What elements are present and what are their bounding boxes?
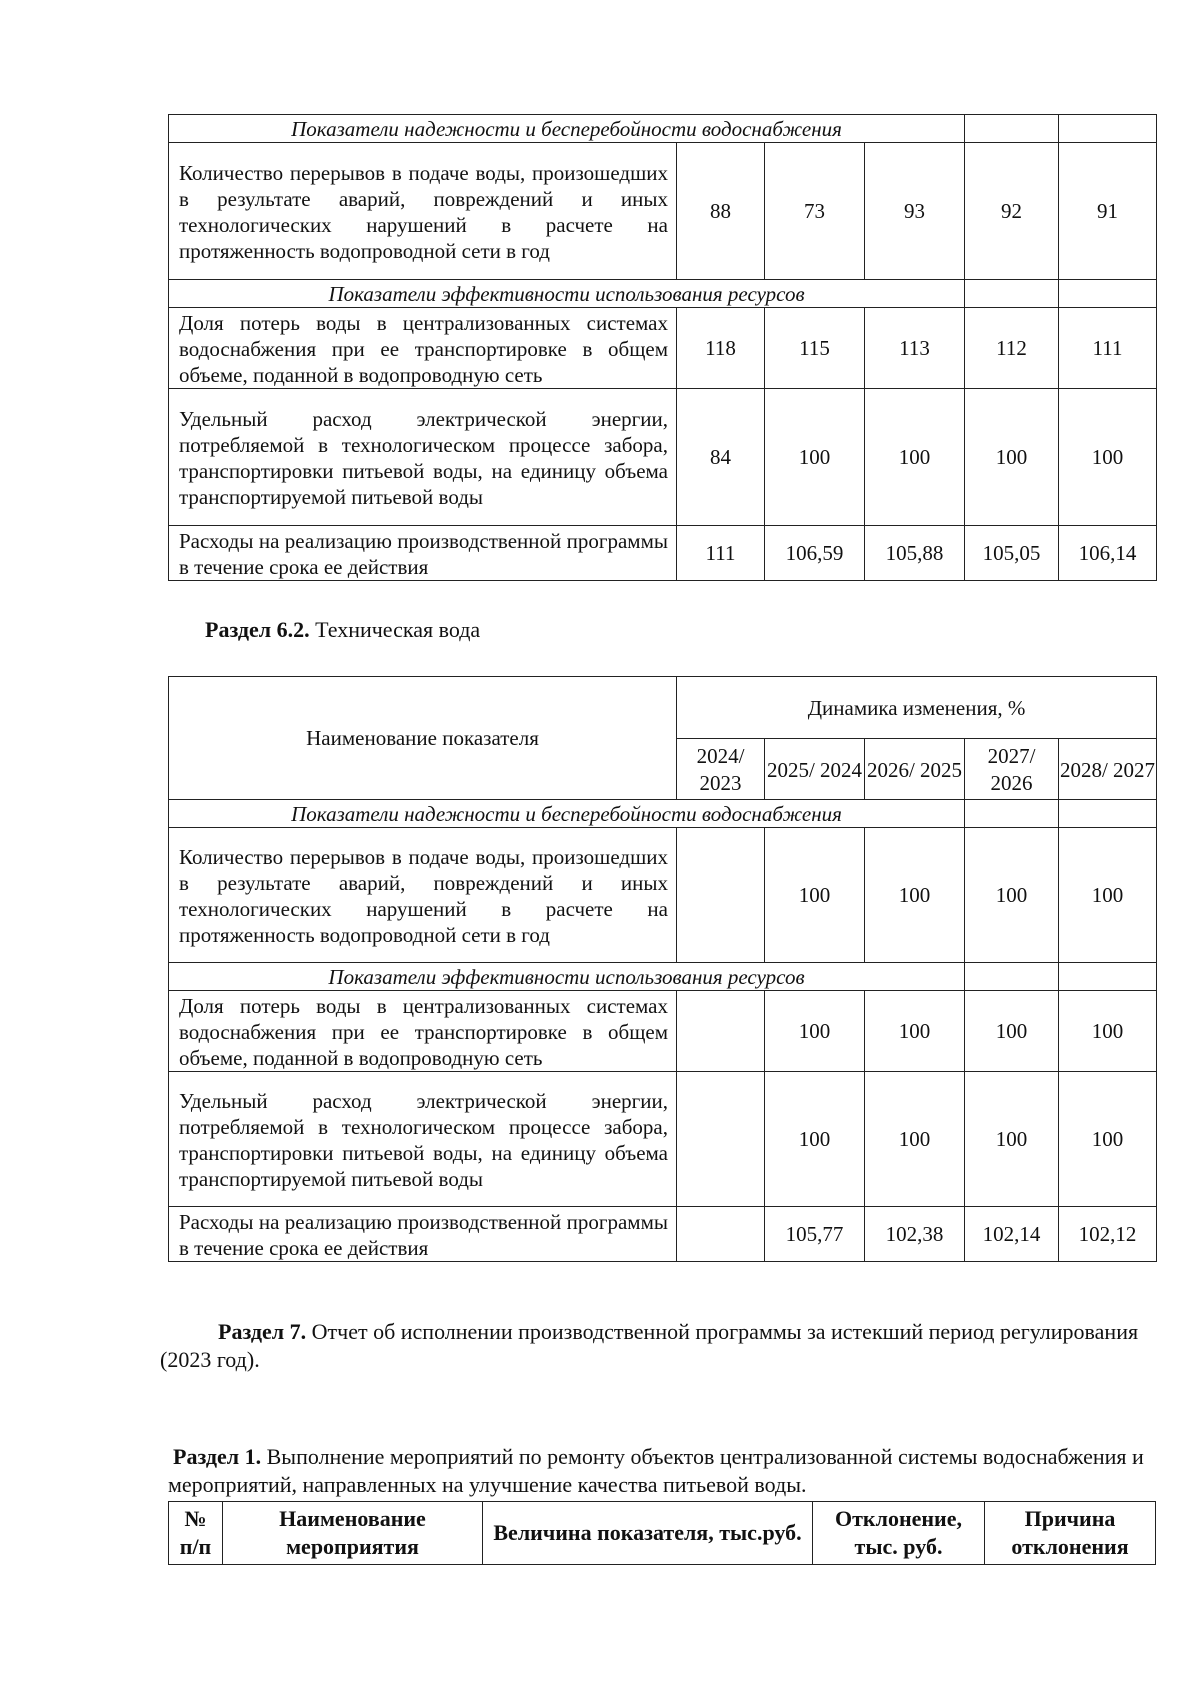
indicator-name: Расходы на реализацию производственной программы в течение срока ее действия [169,1207,677,1262]
value-cell [677,991,765,1072]
section-row [169,963,1157,991]
value-cell: 105,88 [865,526,965,581]
value-cell: 100 [765,1072,865,1207]
value-cell: 100 [965,991,1059,1072]
year-header: 2024/ 2023 [677,739,765,800]
year-header: 2026/ 2025 [865,739,965,800]
section-7-title: Отчет об исполнении производственной программы за истекший период регулирования (2023 год). [160,1319,1139,1372]
column-header-value: Величина показателя, тыс.руб. [483,1502,813,1565]
value-cell: 115 [765,308,865,389]
value-cell: 100 [765,828,865,963]
section-row [169,280,1157,308]
value-cell: 100 [865,1072,965,1207]
empty-cell [1059,115,1157,143]
column-header-number: № п/п [169,1502,223,1565]
value-cell: 100 [865,389,965,526]
value-cell [677,828,765,963]
value-cell: 105,05 [965,526,1059,581]
indicator-name: Количество перерывов в подаче воды, произошедших в результате аварий, повреждений и иных технологических нарушений в расчете на протяженность водопроводной сети в год [169,828,677,963]
table-row [169,1072,1157,1207]
table-technical-water [168,676,1157,1262]
value-cell: 100 [1059,991,1157,1072]
value-cell: 73 [765,143,865,280]
value-cell: 84 [677,389,765,526]
value-cell: 100 [965,1072,1059,1207]
indicator-name: Расходы на реализацию производственной программы в течение срока ее действия [169,526,677,581]
value-cell [677,1207,765,1262]
indicator-name: Доля потерь воды в централизованных системах водоснабжения при ее транспортировке в общем объеме, поданной в водопроводную сеть [169,991,677,1072]
value-cell: 100 [865,991,965,1072]
table-row [169,526,1157,581]
value-cell: 100 [1059,828,1157,963]
value-cell: 111 [1059,308,1157,389]
empty-cell [965,963,1059,991]
value-cell: 113 [865,308,965,389]
section-row [169,800,1157,828]
value-cell [677,1072,765,1207]
empty-cell [1059,800,1157,828]
section-1-heading [168,1443,1168,1499]
section-6-2-heading [205,616,480,644]
value-cell: 105,77 [765,1207,865,1262]
table-row [169,143,1157,280]
section-row [169,115,1157,143]
table-row [169,308,1157,389]
empty-cell [965,115,1059,143]
value-cell: 100 [965,828,1059,963]
table-row [169,991,1157,1072]
value-cell: 111 [677,526,765,581]
empty-cell [965,280,1059,308]
section-6-2-number: Раздел 6.2. [205,617,310,642]
column-header-event-name: Наименование мероприятия [223,1502,483,1565]
section-7-heading [160,1318,1160,1374]
column-header-dynamics: Динамика изменения, % [677,677,1157,739]
value-cell: 102,14 [965,1207,1059,1262]
section-6-2-title: Техническая вода [309,617,481,642]
section-1-number: Раздел 1. [173,1444,262,1469]
value-cell: 118 [677,308,765,389]
section-label: Показатели эффективности использования ресурсов [169,280,965,308]
indicator-name: Доля потерь воды в централизованных системах водоснабжения при ее транспортировке в общем объеме, поданной в водопроводную сеть [169,308,677,389]
value-cell: 100 [765,389,865,526]
indicator-name: Удельный расход электрической энергии, потребляемой в технологическом процессе забора, транспортировки питьевой воды, на единицу объема транспортируемой питьевой воды [169,1072,677,1207]
value-cell: 112 [965,308,1059,389]
empty-cell [965,800,1059,828]
value-cell: 91 [1059,143,1157,280]
value-cell: 106,59 [765,526,865,581]
empty-cell [1059,280,1157,308]
value-cell: 93 [865,143,965,280]
table-row [169,828,1157,963]
indicator-name: Удельный расход электрической энергии, потребляемой в технологическом процессе забора, транспортировки питьевой воды, на единицу объема транспортируемой питьевой воды [169,389,677,526]
value-cell: 100 [965,389,1059,526]
year-header: 2027/ 2026 [965,739,1059,800]
table-events [168,1501,1156,1565]
value-cell: 102,38 [865,1207,965,1262]
value-cell: 100 [865,828,965,963]
year-header: 2028/ 2027 [1059,739,1157,800]
section-1-title: Выполнение мероприятий по ремонту объектов централизованной системы водоснабжения и мероприятий, направленных на улучшение качества питьевой воды. [168,1444,1144,1497]
table-drinking-water-indicators [168,114,1157,581]
year-header: 2025/ 2024 [765,739,865,800]
section-label: Показатели надежности и бесперебойности водоснабжения [169,800,965,828]
value-cell: 100 [1059,389,1157,526]
indicator-name: Количество перерывов в подаче воды, произошедших в результате аварий, повреждений и иных технологических нарушений в расчете на протяженность водопроводной сети в год [169,143,677,280]
section-label: Показатели надежности и бесперебойности водоснабжения [169,115,965,143]
value-cell: 100 [1059,1072,1157,1207]
column-header-deviation: Отклонение, тыс. руб. [813,1502,985,1565]
value-cell: 100 [765,991,865,1072]
value-cell: 92 [965,143,1059,280]
table-row [169,1207,1157,1262]
header-row [169,677,1157,739]
value-cell: 102,12 [1059,1207,1157,1262]
section-7-number: Раздел 7. [218,1319,307,1344]
column-header-reason: Причина отклонения [985,1502,1156,1565]
section-label: Показатели эффективности использования ресурсов [169,963,965,991]
table-row [169,389,1157,526]
value-cell: 88 [677,143,765,280]
column-header-name: Наименование показателя [169,677,677,800]
value-cell: 106,14 [1059,526,1157,581]
empty-cell [1059,963,1157,991]
header-row [169,1502,1156,1565]
